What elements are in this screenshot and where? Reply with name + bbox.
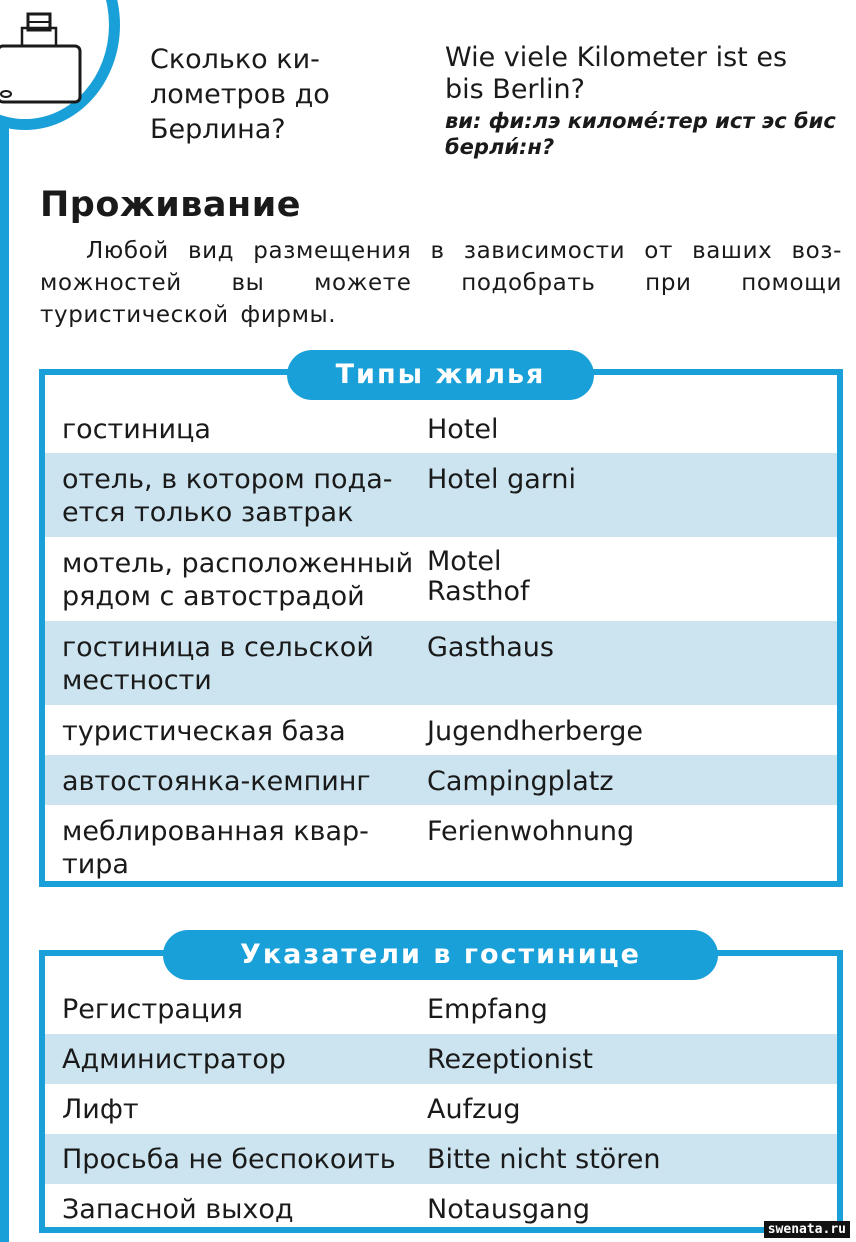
row-ru: гостиница в сельской местности: [62, 632, 374, 696]
row-de: Motel Rasthof: [427, 546, 530, 607]
row-de: Ferienwohnung: [427, 816, 635, 847]
table-row: [45, 453, 837, 537]
watermark: swenata.ru: [764, 1221, 850, 1238]
row-de: Campingplatz: [427, 766, 614, 797]
left-accent-rule: [0, 0, 9, 1242]
table-row: [45, 705, 837, 755]
row-ru: отель, в котором пода- ется только завтрак: [62, 464, 393, 528]
row-ru: мотель, расположенный рядом с автострадой: [62, 548, 414, 612]
row-ru: гостиница: [62, 414, 211, 445]
table-row: [45, 537, 837, 621]
table-row: [45, 1184, 837, 1234]
table-row: [45, 1134, 837, 1184]
row-ru: Администратор: [62, 1044, 286, 1075]
row-de: Jugendherberge: [427, 716, 644, 747]
table-row: [45, 403, 837, 453]
row-ru: меблированная квар- тира: [62, 816, 369, 880]
row-de: Bitte nicht stören: [427, 1144, 661, 1175]
row-de: Rezeptionist: [427, 1044, 593, 1075]
table-row: [45, 1034, 837, 1084]
suitcase-icon: [0, 6, 88, 106]
row-de: Gasthaus: [427, 632, 554, 663]
row-de: Empfang: [427, 994, 548, 1025]
row-ru: Просьба не беспокоить: [62, 1144, 396, 1175]
table-row: [45, 621, 837, 705]
row-ru: Запасной выход: [62, 1194, 294, 1225]
row-ru: Регистрация: [62, 994, 244, 1025]
accommodation-types-title: Типы жилья: [287, 350, 594, 400]
row-ru: автостоянка-кемпинг: [62, 766, 371, 797]
phrase-transcription: ви: фи:лэ киломе́:тер ист эс бис берли́:н?: [445, 109, 836, 159]
row-de: Notausgang: [427, 1194, 590, 1225]
phrase-russian: Сколько ки- лометров до Берлина?: [150, 44, 330, 145]
hotel-signs-title: Указатели в гостинице: [163, 930, 718, 980]
row-ru: Лифт: [62, 1094, 139, 1125]
accommodation-types-table: [39, 369, 843, 887]
phrase-german: Wie viele Kilometer ist es bis Berlin?: [445, 42, 788, 105]
table-row: [45, 1084, 837, 1134]
hotel-signs-table: [39, 950, 843, 1233]
section-title: Проживание: [40, 185, 301, 225]
row-de: Hotel garni: [427, 464, 577, 495]
row-de: Hotel: [427, 414, 499, 445]
table-row: [45, 755, 837, 805]
section-intro: Любой вид размещения в зависимости от ваших воз-можностей вы можете подобрать при помощи туристической фирмы.: [40, 238, 842, 328]
table-row: [45, 805, 837, 889]
row-ru: туристическая база: [62, 716, 346, 747]
row-de: Aufzug: [427, 1094, 521, 1125]
table-row: [45, 984, 837, 1034]
